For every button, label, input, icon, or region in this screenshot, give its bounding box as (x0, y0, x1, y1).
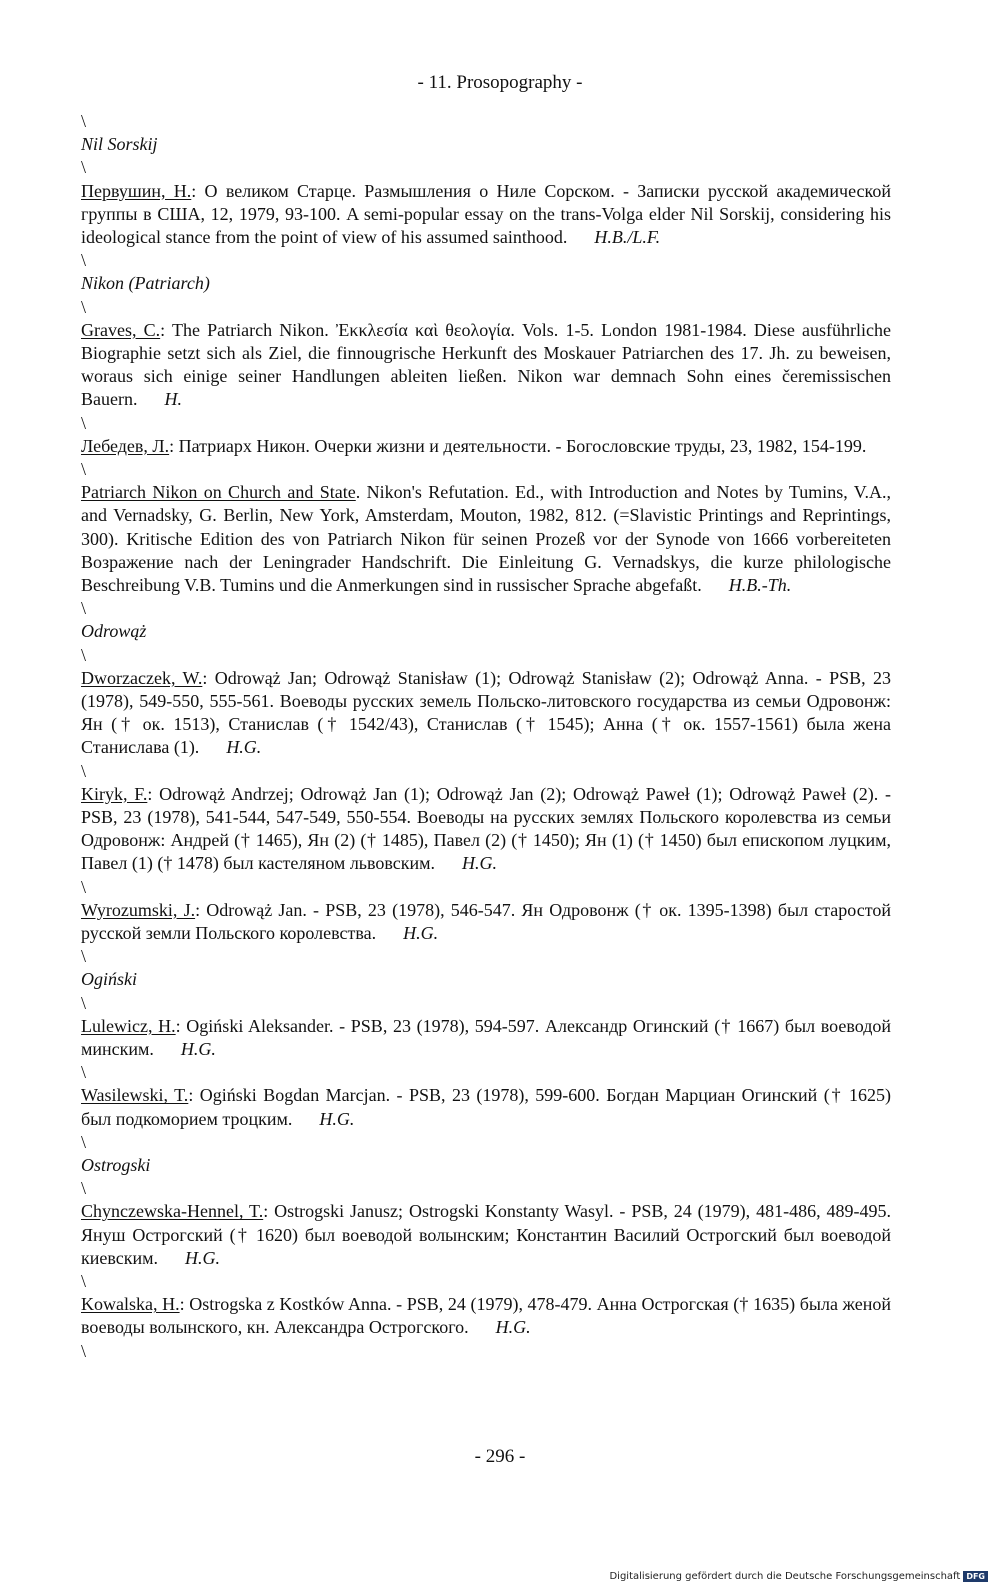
separator: \ (81, 1062, 87, 1083)
separator: \ (81, 250, 87, 271)
bibliography-entry (81, 1200, 891, 1270)
bibliography-content (81, 110, 891, 1363)
separator: \ (81, 1270, 87, 1291)
entry-author: Patriarch Nikon on Church and State (81, 482, 356, 503)
reviewer-initials: H.G. (319, 1108, 355, 1129)
separator: \ (81, 876, 87, 897)
entry-text: : Odrowąż Jan. - PSB, 23 (1978), 546-547. Ян Одровонж († ок. 1395-1398) был старостой русской земли Польского королевства. (81, 899, 891, 943)
bibliography-entry (81, 1084, 891, 1130)
entry-text: : Патриарх Никон. Очерки жизни и деятельности. - Богословские труды, 23, 1982, 154-199. (169, 435, 867, 456)
entry-author: Kowalska, H. (81, 1294, 180, 1315)
section-heading: Ostrogski (81, 1154, 151, 1175)
reviewer-initials: H.G. (495, 1317, 531, 1338)
separator: \ (81, 157, 87, 178)
bibliography-entry (81, 319, 891, 412)
entry-author: Wyrozumski, J. (81, 899, 196, 920)
entry-text: : О великом Старце. Размышления о Ниле Сорском. - Записки русской академической группы в США, 12, 1979, 93-100. A semi-popular essay on the trans-Volga elder Nil Sorskij, considering his ideological stance from the point of view of his assumed sainthood. (81, 180, 891, 247)
entry-author: Kiryk, F. (81, 783, 148, 804)
bibliography-entry (81, 899, 891, 945)
bibliography-entry (81, 481, 891, 597)
reviewer-initials: H.B./L.F. (594, 226, 661, 247)
separator: \ (81, 598, 87, 619)
entry-text: : Ogiński Aleksander. - PSB, 23 (1978), 594-597. Александр Огинский († 1667) был воеводой минским. (81, 1015, 891, 1059)
entry-text: . Nikon's Refutation. Ed., with Introduction and Notes by Tumins, V.A., and Vernadsky, G. Berlin, New York, Amsterdam, Mouton, 1982, 812. (=Slavistic Printings and Reprintings, 300). Kritische Edition des von Patriarch Nikon für seinen Prozeß vor der Synode von 1666 vorbereiteten Возражение nach der Leningrader Handschrift. Die Einleitung G. Vernadskys, die kurze philologische Beschreibung V.B. Tumins und die Anmerkungen sind in russischer Sprache abgefaßt. (81, 482, 891, 595)
entry-text: : Odrowąż Jan; Odrowąż Stanisław (1); Odrowąż Stanisław (2); Odrowąż Anna. - PSB, 23 (1978), 549-550, 555-561. Воеводы русских земель Польско-литовского государства из семьи Одровонж: Ян († ок. 1513), Станислав († 1542/43), Станислав († 1545); Анна († ок. 1557-1561) была жена Станислава (1). (81, 667, 891, 758)
separator: \ (81, 992, 87, 1013)
reviewer-initials: H.G. (226, 737, 262, 758)
separator: \ (81, 111, 87, 131)
entry-text: : Ostrogska z Kostków Anna. - PSB, 24 (1979), 478-479. Анна Острогская († 1635) была женой воеводы волынского, кн. Александра Острогского. (81, 1294, 892, 1338)
bibliography-entry (81, 783, 891, 876)
separator: \ (81, 1178, 87, 1199)
entry-author: Wasilewski, T. (81, 1085, 189, 1106)
page-header: - 11. Prosopography - (417, 72, 583, 93)
separator: \ (81, 458, 87, 479)
entry-text: : The Patriarch Nikon. Ἐκκλεσία καὶ θεολογία. Vols. 1-5. London 1981-1984. Diese ausführliche Biographie setzt sich als Ziel, die finnougrische Herkunft des Moskauer Patriarchen des 17. Jh. zu beweisen, woraus sich einige seiner Handlungen ableiten ließen. Nikon war demnach Sohn eines čeremissischen Bauern. (81, 319, 892, 410)
reviewer-initials: H. (164, 389, 182, 410)
separator: \ (81, 644, 87, 665)
entry-author: Chynczewska-Hennel, T. (81, 1201, 264, 1222)
entry-text: : Odrowąż Andrzej; Odrowąż Jan (1); Odrowąż Jan (2); Odrowąż Paweł (1); Odrowąż Paweł (2). - PSB, 23 (1978), 541-544, 547-549, 550-554. Воеводы на русских землях Польского королевства из семьи Одровонж: Андрей († 1465), Ян (2) († 1485), Павел (2) († 1450); Ян (1) († 1450) был епископом луцким, Павел (1) († 1478) был кастеляном львовским. (81, 783, 891, 874)
entry-author: Первушин, Н. (81, 180, 192, 201)
reviewer-initials: H.G. (185, 1247, 221, 1268)
separator: \ (81, 296, 87, 317)
separator: \ (81, 1131, 87, 1152)
entry-text: : Ogiński Bogdan Marcjan. - PSB, 23 (1978), 599-600. Богдан Марциан Огинский († 1625) был подкоморием троцким. (81, 1085, 891, 1129)
credit-text: Digitalisierung gefördert durch die Deutsche Forschungsgemeinschaft (609, 1571, 961, 1582)
separator: \ (81, 760, 87, 781)
entry-author: Graves, C. (81, 319, 161, 340)
separator: \ (81, 1340, 87, 1361)
page-number: - 296 - (474, 1446, 526, 1467)
dfg-logo-icon: DFG (963, 1571, 988, 1582)
reviewer-initials: H.G. (180, 1038, 216, 1059)
reviewer-initials: H.G. (403, 922, 439, 943)
section-heading: Nil Sorskij (81, 134, 158, 155)
reviewer-initials: H.G. (462, 853, 498, 874)
bibliography-entry (81, 180, 891, 250)
entry-author: Лебедев, Л. (81, 435, 170, 456)
bibliography-entry (81, 435, 891, 458)
section-heading: Nikon (Patriarch) (81, 273, 210, 294)
entry-author: Dworzaczek, W. (81, 667, 203, 688)
separator: \ (81, 412, 87, 433)
separator: \ (81, 946, 87, 967)
entry-author: Lulewicz, H. (81, 1015, 176, 1036)
digitization-credit (609, 1571, 988, 1582)
entry-text: : Ostrogski Janusz; Ostrogski Konstanty Wasyl. - PSB, 24 (1979), 481-486, 489-495. Януш Острогский († 1620) был воеводой волынским; Константин Василий Острогский был воеводой киевским. (81, 1201, 891, 1268)
section-heading: Ogiński (81, 969, 137, 990)
bibliography-entry (81, 667, 891, 760)
reviewer-initials: H.B.-Th. (728, 574, 792, 595)
section-heading: Odrowąż (81, 621, 147, 642)
bibliography-entry (81, 1293, 891, 1339)
bibliography-entry (81, 1015, 891, 1061)
